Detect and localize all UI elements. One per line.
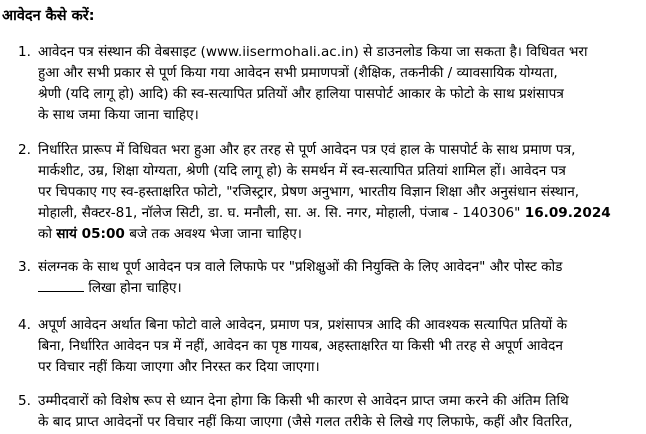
item-4-line-2: बिना, निर्धारित आवेदन पत्र में नहीं, आवेदन का पृष्ठ गायब, अहस्ताक्षरित या किसी भी तरह से अपूर्ण आवेदन [38,338,563,354]
item-4-number: 4. [18,317,31,333]
item-3-line-1: 3. संलग्नक के साथ पूर्ण आवेदन पत्र वाले लिफाफे पर "प्रशिक्षुओं की नियुक्ति के लिए आवेदन" और पोस्ट कोड [18,257,638,278]
item-2-line-1: 2. निर्धारित प्रारूप में विधिवत भरा हुआ और हर तरह से पूर्ण आवेदन पत्र एवं हाल के पासपोर्ट के साथ प्रमाण पत्र, [18,140,638,161]
item-2-line-2: मार्कशीट, उम्र, शिक्षा योग्यता, श्रेणी (यदि लागू हो) के समर्थन में स्व-सत्यापित प्रतियां शामिल हों। आवेदन पत्र [38,163,566,179]
post-code-blank [38,279,84,292]
item-5-line-2: के बाद प्राप्त आवेदनों पर विचार नहीं किया जाएगा (जैसे गलत तरीके से लिखे गए लिफाफे, कहीं और वितरित, [38,414,573,430]
item-2-line-5: को सायं 05:00 बजे तक अवश्य भेजा जाना चाहिए। [38,226,302,242]
item-1-line-2: हुआ और सभी प्रकार से पूर्ण किया गया आवेदन सभी प्रमाणपत्रों (शैक्षिक, तकनीकी / व्यावसायिक योग्यता, [38,65,558,81]
list-item-4 [18,315,638,378]
item-3-line-2: लिखा होना चाहिए। [18,278,638,299]
section-heading: आवेदन कैसे करें: [2,8,95,24]
item-2-number: 2. [18,142,31,158]
item-1-line-4: के साथ जमा किया जाना चाहिए। [38,107,199,123]
list-item-3 [18,257,638,299]
item-1-line-3: श्रेणी (यदि लागू हो) आदि) की स्व-सत्यापित प्रतियों और हालिया पासपोर्ट आकार के फोटो के साथ प्रशंसापत्र [38,86,564,102]
deadline-time: सायं 05:00 [56,226,125,242]
item-5-number: 5. [18,393,31,409]
item-5-line-1: 5. उम्मीदवारों को विशेष रूप से ध्यान देना होगा कि किसी भी कारण से आवेदन प्राप्त जमा करने की अंतिम तिथि [18,391,638,412]
list-item-5 [18,391,638,433]
item-2-line-4: मोहाली, सैक्टर-81, नॉलेज सिटी, डा. घ. मनौली, सा. अ. सि. नगर, मोहाली, पंजाब - 140306" 16.09.2024 [38,205,611,221]
item-4-line-3: पर विचार नहीं किया जाएगा और निरस्त कर दिया जाएगा। [38,359,320,375]
item-2-line-3: पर चिपकाए गए स्व-हस्ताक्षरित फोटो, "रजिस्ट्रार, प्रेषण अनुभाग, भारतीय विज्ञान शिक्षा और अनुसंधान संस्थान, [38,184,580,200]
list-item-1 [18,42,638,126]
item-1-number: 1. [18,44,31,60]
item-1-line-1: 1. आवेदन पत्र संस्थान की वेबसाइट (www.iisermohali.ac.in) से डाउनलोड किया जा सकता है। विधिवत भरा [18,42,638,63]
deadline-date: 16.09.2024 [524,205,611,221]
list-item-2 [18,140,638,245]
item-3-number: 3. [18,259,31,275]
item-4-line-1: 4. अपूर्ण आवेदन अर्थात बिना फोटो वाले आवेदन, प्रमाण पत्र, प्रशंसापत्र आदि की आवश्यक सत्यापित प्रतियों के [18,315,638,336]
